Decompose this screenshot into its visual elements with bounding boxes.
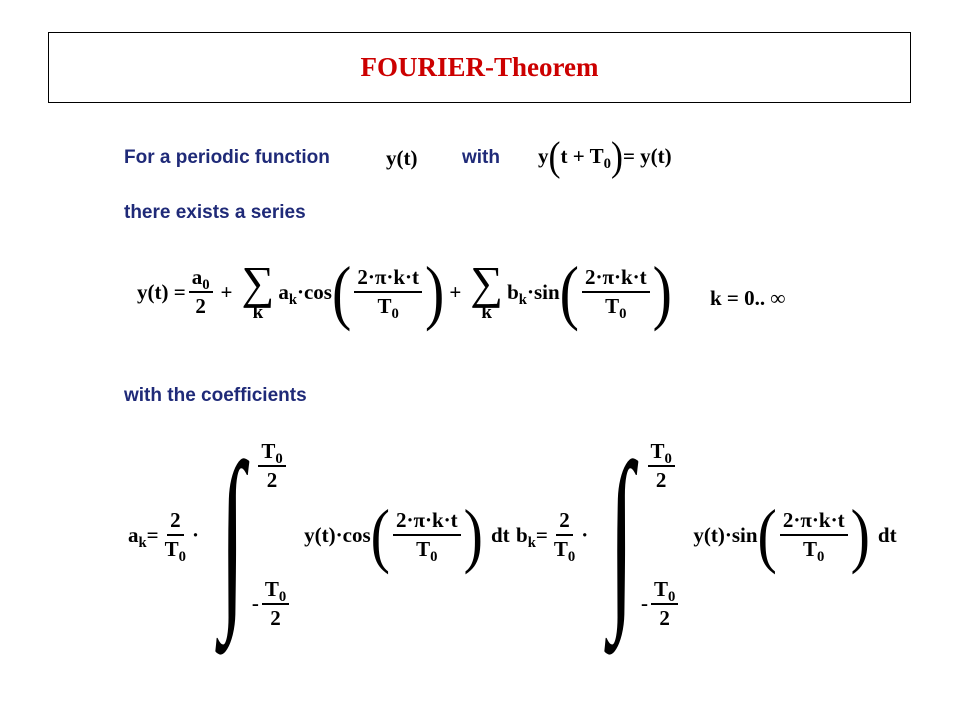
bk-lower-minus: - bbox=[641, 591, 648, 616]
ak-lower-minus: - bbox=[251, 591, 259, 616]
ak-eq: = bbox=[146, 522, 159, 547]
cos-T: T bbox=[377, 294, 392, 319]
bk-coefficient-equation bbox=[516, 424, 897, 645]
bk-dt: dt bbox=[877, 522, 897, 547]
ak-dot: · bbox=[192, 522, 200, 547]
ak-lower-T: T bbox=[264, 576, 279, 601]
a0-num bbox=[189, 266, 213, 293]
a0-den: 2 bbox=[195, 294, 206, 319]
plus-2: + bbox=[449, 279, 462, 304]
bk-close-paren: ) bbox=[850, 493, 870, 575]
bk-open-paren: ( bbox=[757, 493, 777, 575]
ak-pre-num: 2 bbox=[167, 509, 184, 536]
coefficients-text: with the coefficients bbox=[124, 385, 307, 406]
ak-integral bbox=[205, 424, 260, 645]
ak-lower-T-sub: 0 bbox=[278, 588, 287, 605]
period-sub: 0 bbox=[603, 155, 611, 172]
bk-lower-den: 2 bbox=[659, 605, 670, 630]
ak-open-paren: ( bbox=[370, 493, 390, 575]
a0-letter: a bbox=[191, 265, 203, 290]
bk-sin-arg bbox=[780, 507, 848, 566]
cos-T-sub: 0 bbox=[391, 306, 399, 323]
ak-upper-den: 2 bbox=[266, 468, 278, 493]
bk-upper-T: T bbox=[650, 439, 665, 463]
ak-integrand-y: y(t) bbox=[304, 522, 336, 547]
ak-cos-arg-den bbox=[413, 536, 440, 566]
cos-arg-den bbox=[374, 293, 401, 323]
page-title: FOURIER-Theorem bbox=[360, 52, 599, 82]
open-paren-sin: ( bbox=[559, 250, 579, 333]
bk-upper-limit bbox=[644, 440, 678, 492]
bk-pre-den bbox=[551, 536, 578, 566]
a0-sub: 0 bbox=[202, 277, 210, 294]
open-paren: ( bbox=[548, 133, 561, 179]
period-y: y bbox=[538, 143, 549, 168]
k-range: k = 0.. ∞ bbox=[710, 286, 786, 310]
bk-sin-arg-num: 2·π·k·t bbox=[780, 509, 848, 536]
bk-pre-T: T bbox=[553, 537, 568, 561]
integral-sign-icon: ∫ bbox=[609, 424, 634, 645]
bk-upper-den: 2 bbox=[655, 468, 667, 493]
ak-lhs-letter: a bbox=[128, 522, 139, 547]
bk-lower-num bbox=[651, 578, 678, 605]
ak-cos: ·cos bbox=[335, 522, 371, 547]
intro-text: For a periodic function bbox=[124, 147, 330, 168]
ak-pre-T-sub: 0 bbox=[178, 549, 186, 566]
ak-pre-den bbox=[162, 536, 189, 566]
series-lhs: y(t) = bbox=[137, 279, 186, 304]
ak-lower-frac bbox=[262, 578, 289, 630]
sum-index-2: k bbox=[481, 302, 492, 324]
cos-arg-num: 2·π·k·t bbox=[354, 266, 422, 293]
close-paren-sin: ) bbox=[652, 250, 672, 333]
ak-lhs bbox=[128, 522, 147, 551]
open-paren-cos: ( bbox=[331, 250, 352, 333]
ak-pre-T: T bbox=[164, 537, 179, 561]
cos-arg bbox=[354, 265, 422, 323]
ak-coefficient-equation bbox=[128, 424, 510, 645]
close-paren: ) bbox=[610, 133, 623, 179]
integral-sign-icon: ∫ bbox=[220, 424, 245, 645]
period-rhs: = y(t) bbox=[622, 143, 672, 168]
ak-upper-num bbox=[258, 440, 285, 467]
cos-label: ·cos bbox=[296, 279, 332, 304]
bk-sin: ·sin bbox=[724, 522, 758, 547]
bk-upper-T-sub: 0 bbox=[664, 451, 672, 468]
yt-text: y(t) bbox=[386, 146, 418, 170]
ak-close-paren: ) bbox=[463, 493, 483, 575]
close-paren-cos: ) bbox=[425, 250, 445, 333]
ak-lower-den: 2 bbox=[270, 605, 281, 630]
bk-sub: k bbox=[518, 291, 527, 308]
period-arg bbox=[560, 143, 611, 172]
sum-sin bbox=[470, 257, 504, 324]
title-box bbox=[48, 32, 911, 103]
bk-letter: b bbox=[507, 279, 519, 304]
bk-upper-num bbox=[648, 440, 675, 467]
sigma-2: ∑ bbox=[470, 257, 504, 308]
ak-sub: k bbox=[288, 291, 297, 308]
bk-lhs-sub: k bbox=[527, 534, 536, 551]
ak-upper-limit bbox=[255, 440, 289, 492]
bk-dot: · bbox=[581, 522, 589, 547]
bk-term bbox=[507, 279, 560, 308]
sin-arg bbox=[582, 265, 650, 323]
a0-over-2 bbox=[189, 266, 213, 318]
bk-lhs-letter: b bbox=[516, 522, 528, 547]
series-text: there exists a series bbox=[124, 202, 306, 223]
period-t-plus: t + T bbox=[560, 143, 604, 168]
bk-pre-num: 2 bbox=[556, 509, 573, 536]
bk-integrand-y: y(t) bbox=[693, 522, 725, 547]
function-y-of-t bbox=[386, 146, 417, 171]
bk-pre-T-sub: 0 bbox=[567, 549, 576, 566]
ak-term bbox=[278, 279, 332, 308]
ak-cos-T: T bbox=[416, 537, 431, 561]
fourier-series-equation bbox=[137, 250, 672, 333]
bk-sin-arg-den bbox=[800, 536, 827, 566]
ak-lhs-sub: k bbox=[138, 534, 147, 551]
ak-cos-T-sub: 0 bbox=[430, 549, 438, 566]
bk-lower-T: T bbox=[654, 576, 669, 601]
bk-prefactor bbox=[551, 507, 578, 566]
sin-T: T bbox=[605, 294, 620, 319]
bk-lower-frac bbox=[651, 578, 678, 630]
bk-sin-T-sub: 0 bbox=[817, 549, 825, 566]
sin-label: ·sin bbox=[526, 279, 560, 304]
bk-eq: = bbox=[535, 522, 548, 547]
sum-index-1: k bbox=[252, 302, 264, 324]
with-text: with bbox=[462, 147, 500, 168]
plus-1: + bbox=[220, 279, 233, 304]
sum-cos bbox=[241, 257, 275, 324]
ak-lower-num bbox=[262, 578, 289, 605]
sin-arg-den bbox=[602, 293, 629, 323]
bk-lhs bbox=[516, 522, 536, 551]
ak-prefactor bbox=[162, 507, 189, 566]
ak-upper-T: T bbox=[261, 439, 276, 463]
bk-sin-T: T bbox=[803, 537, 818, 561]
bk-lower-T-sub: 0 bbox=[668, 588, 676, 605]
sin-T-sub: 0 bbox=[619, 306, 627, 323]
bk-integral bbox=[594, 424, 649, 645]
ak-cos-arg bbox=[393, 507, 461, 566]
periodicity-equation bbox=[538, 133, 672, 179]
sigma-1: ∑ bbox=[241, 257, 275, 308]
ak-cos-arg-num: 2·π·k·t bbox=[393, 509, 461, 536]
ak-upper-T-sub: 0 bbox=[275, 451, 283, 468]
ak-dt: dt bbox=[491, 522, 510, 547]
sin-arg-num: 2·π·k·t bbox=[582, 266, 650, 293]
ak-letter: a bbox=[278, 279, 289, 304]
